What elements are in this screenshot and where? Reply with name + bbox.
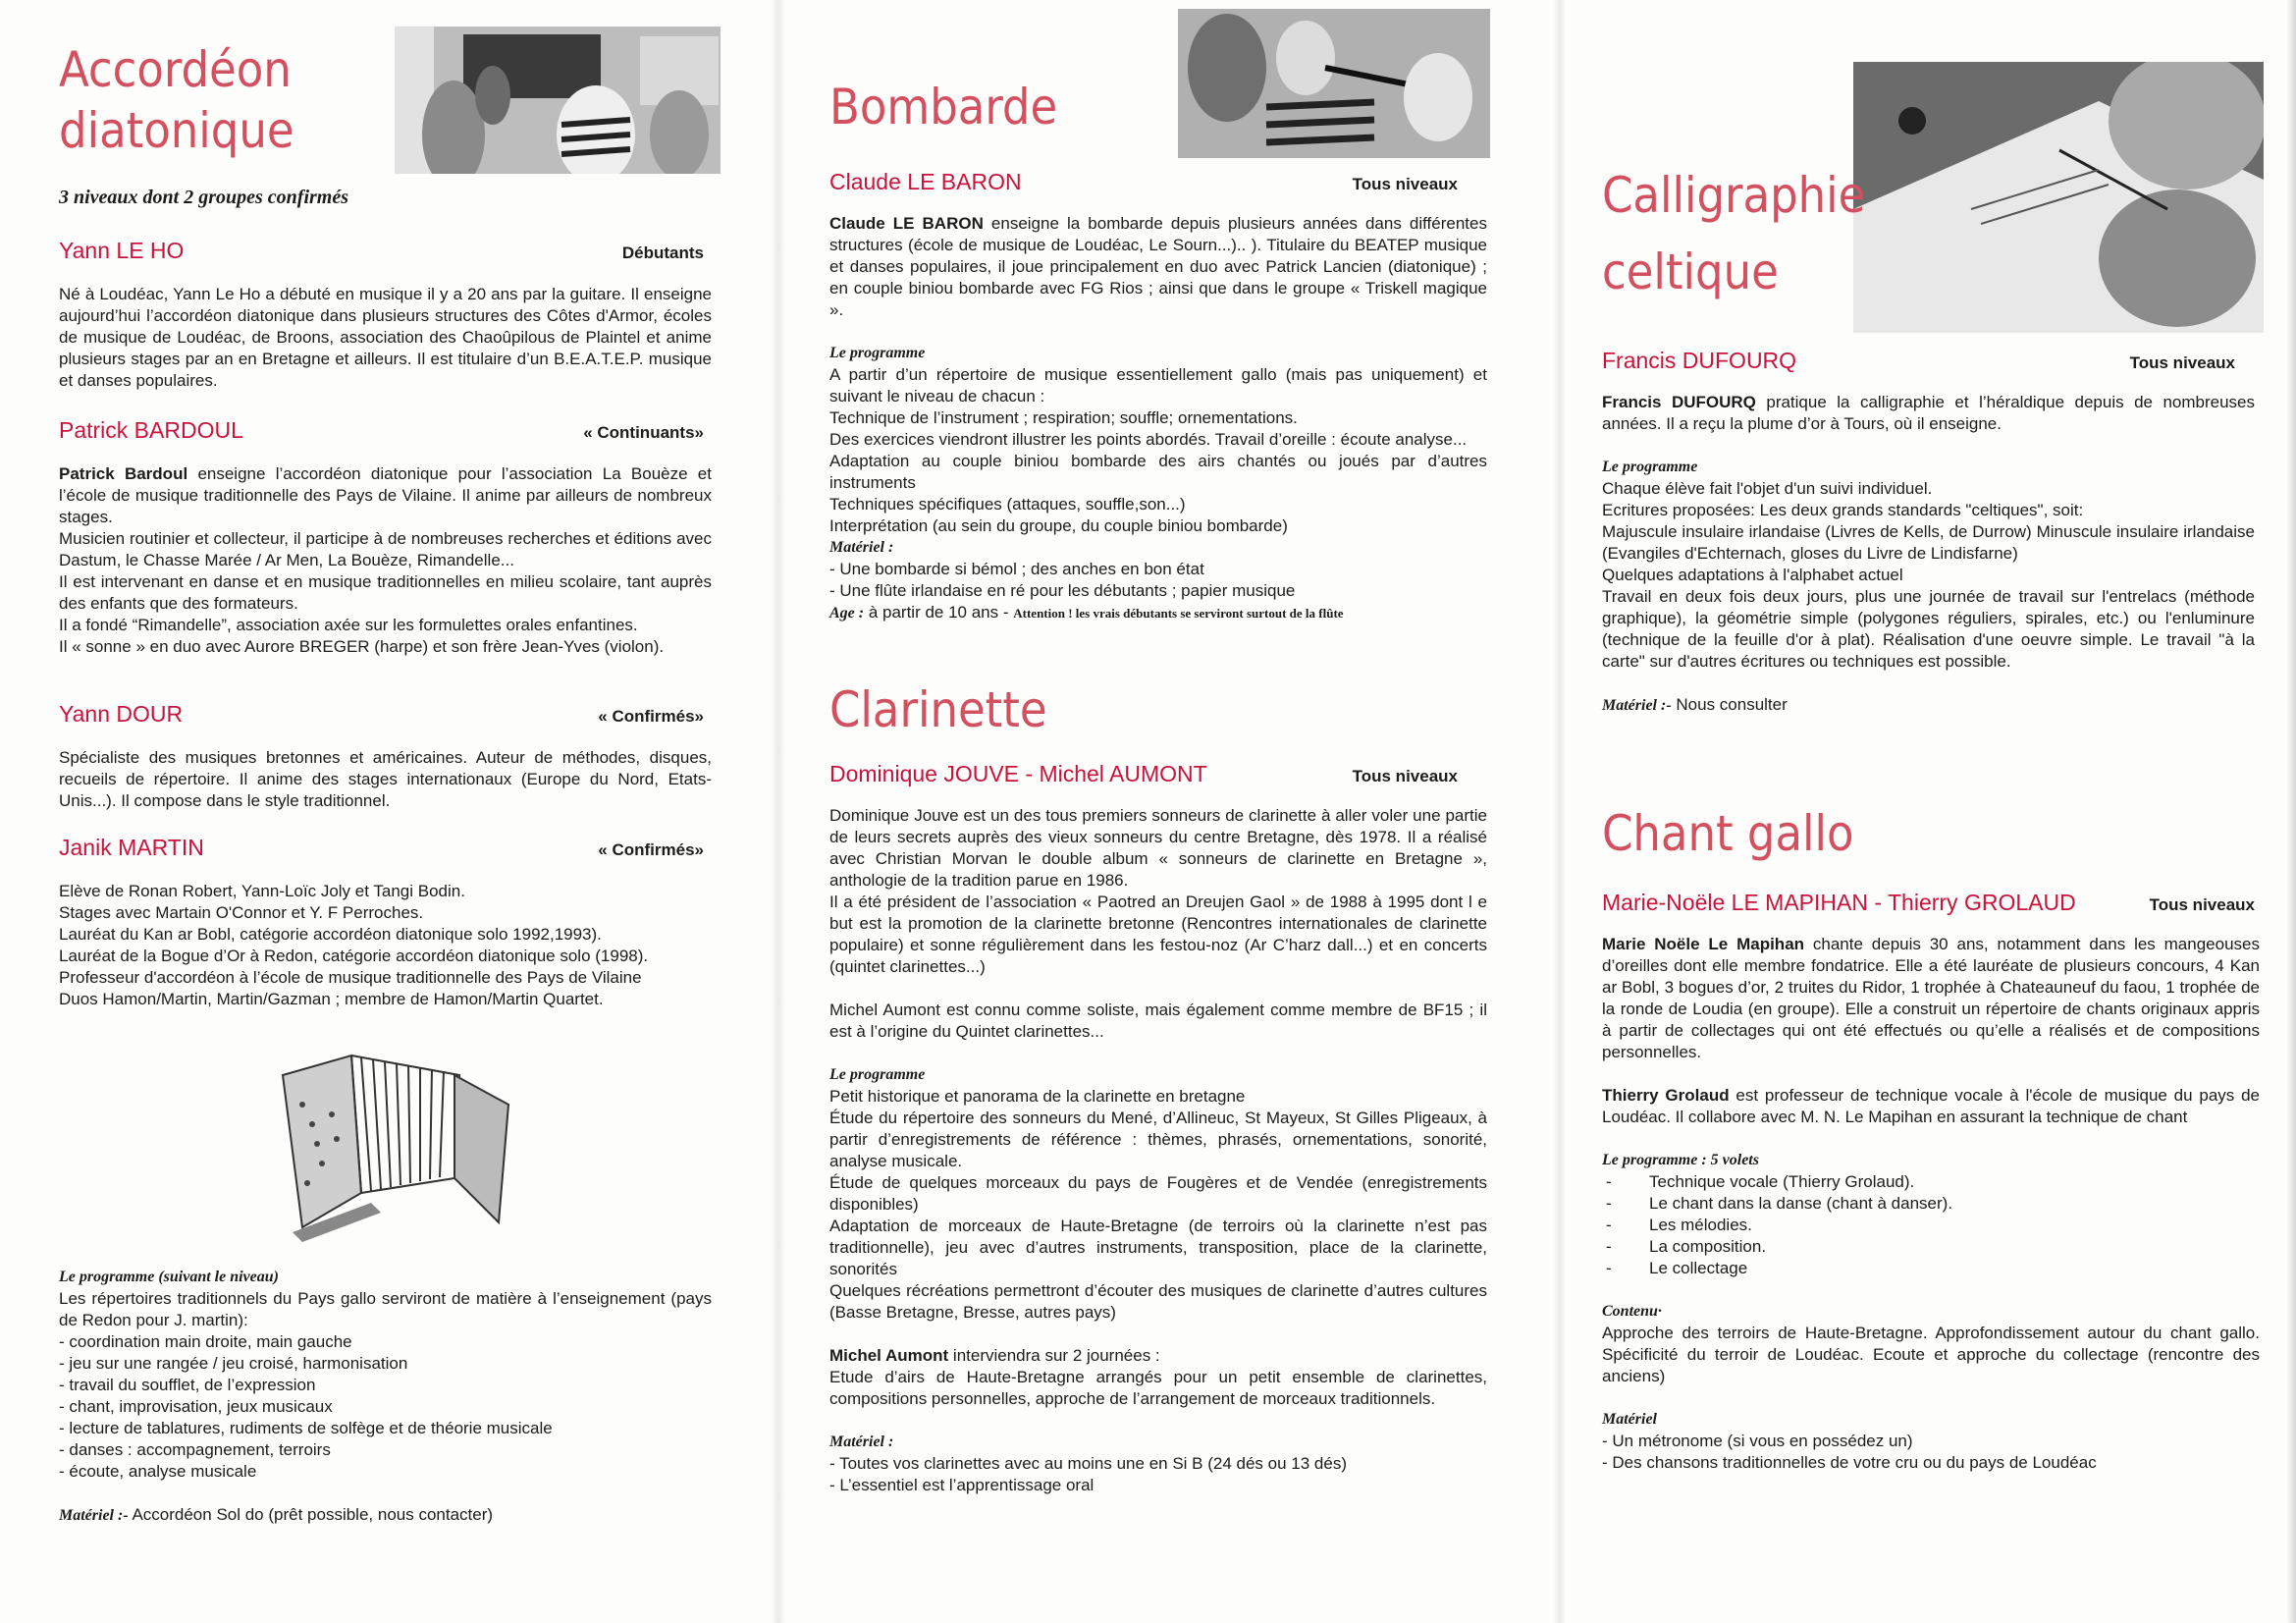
teacher-patrick-bardoul bbox=[59, 417, 712, 658]
teacher-jouve-aumont: Dominique JOUVE - Michel AUMONT Tous niveaux Dominique Jouve est un des tous premiers sonneurs de clarinette à aller voler une partie de leurs secrets auprès des vieux sonneurs du centre Bretagne, dès 1978. Il a réalisé avec Christian Morvan le double album « sonneurs de clarinette en Bretagne », anthologie de la tradition parue en 1986. Il a été président de l’association « Paotred an Dreujen Gaol » de 1988 à 1995 dont l e but est la promotion de la clarinette bretonne (Rencontres internationales de clarinette populaire) et sonne régulièrement dans les festou-noz (Ar C’harz dall...) et en concerts (quintet clarinettes...) Michel Aumont est connu comme soliste, mais également comme membre de BF15 ; il est à l’origine du Quintet clarinettes... Le programme Petit historique et panorama de la clarinette en bretagne Étude du répertoire des sonneurs du Mené, d’Allineuc, St Mayeux, St Gilles Pligeaux, à partir d’enregistrements de référence : thèmes, phrasés, ornementations, sonorité, analyse musicale. Étude de quelques morceaux du pays de Fougères et de Vendée (enregistrements disponibles) Adaptation de morceaux de Haute-Bretagne (de terroirs où la clarinette n’est pas traditionnelle), jeu avec d’autres instruments, transposition, place de la clarinette, sonorités Quelques récréations permettront d’écouter des musiques de clarinette d’autres cultures (Basse Bretagne, Bresse, autres pays) Michel Aumont interviendra sur 2 journées : Etude d’airs de Haute-Bretagne arrangés pour un petit ensemble de clarinettes, compositions personnelles, approche de l’arrangement de morceaux traditionnels. Matériel : - Toutes vos clarinettes avec au moins une en Si B (24 dés ou 13 dés) - L’essentiel est l’apprentissage oral bbox=[829, 761, 1487, 1494]
teacher-bio: Dominique Jouve est un des tous premiers sonneurs de clarinette à aller voler une partie de leurs secrets auprès des vieux sonneurs du centre Bretagne, dès 1978. Il a réalisé avec Christian Morvan le double album « sonneurs de clarinette en Bretagne », anthologie de la tradition parue en 1986. bbox=[829, 806, 1487, 890]
materiel: Matériel :- Accordéon Sol do (prêt possible, nous contacter) bbox=[59, 1505, 494, 1524]
teacher-bio: Lauréat du Kan ar Bobl, catégorie accordéon diatonique solo 1992,1993). bbox=[59, 925, 602, 944]
list-item: - danses : accompagnement, terroirs bbox=[59, 1440, 331, 1459]
materiel: Matériel :- Nous consulter bbox=[1602, 695, 1788, 714]
list-item: - coordination main droite, main gauche bbox=[59, 1332, 352, 1351]
teacher-bio: Marie Noële Le Mapihan chante depuis 30 ans, notamment dans les mangeouses d’oreilles dont elle membre fondatrice. Elle a été lauréate de plusieurs concours, 4 Kan ar Bobl, 3 bogues d’or, 2 truites du Ridor, 1 trophée à Chateauneuf du faou, 1 trophée de la ronde de Loudia (en groupe). Elle a construit un répertoire de chants originaux appris à partir de collectages qui ont été effectués ou qu’elle a réalisés et de compositions personnelles. bbox=[1602, 935, 2260, 1061]
classroom-photo bbox=[395, 27, 721, 174]
teacher-janik-martin bbox=[59, 835, 712, 1010]
teacher-bio: Spécialiste des musiques bretonnes et américaines. Auteur de méthodes, disques, recueils de répertoire. Il anime des stages internationaux (Europe du Nord, Etats-Unis...). Il compose dans le style traditionnel. bbox=[59, 748, 712, 810]
teacher-bio: Il a fondé “Rimandelle”, association axée sur les formulettes orales enfantines. bbox=[59, 616, 638, 634]
list-item: - Le chant dans la danse (chant à danser). bbox=[1602, 1193, 2255, 1215]
teacher-bio: Musicien routinier et collecteur, il participe à de nombreuses recherches et éditions avec Dastum, le Chasse Marée / Ar Men, La Bouèze, Rimandelle... bbox=[59, 529, 712, 569]
level-badge: « Confirmés» bbox=[598, 840, 704, 859]
accordion-illustration bbox=[263, 1046, 518, 1257]
teacher-bio: Il est intervenant en danse et en musique traditionnelles en milieu scolaire, tant auprès des enfants que des formateurs. bbox=[59, 572, 712, 613]
teacher-name: Marie-Noële LE MAPIHAN - Thierry GROLAUD bbox=[1602, 890, 2076, 915]
teacher-bio: Il « sonne » en duo avec Aurore BREGER (harpe) et son frère Jean-Yves (violon). bbox=[59, 637, 665, 656]
list-item: - La composition. bbox=[1602, 1236, 2255, 1258]
teacher-francis-dufourq: Francis DUFOURQ Tous niveaux Francis DUFOURQ pratique la calligraphie et l’héraldique depuis de nombreuses années. Il a reçu la plume d’or à Tours, où il enseigne. Le programme Chaque élève fait l'objet d'un suivi individuel. Ecritures proposées: Les deux grands standards "celtiques", soit: Majuscule insulaire irlandaise (Livres de Kells, de Durrow) Minuscule insulaire irlandaise (Evangiles d'Echternach, gloses du Livre de Lindisfarne) Quelques adaptations à l'alphabet actuel Travail en deux fois deux jours, plus une journée de travail sur l'entrelacs (méthode graphique), la géométrie simple (polygones réguliers, spirales, etc.) ou l'enluminure (technique de la feuille d'or à plat). Réalisation d'une oeuvre simple. Le travail "à la carte" sur d'autres écritures ou techniques est possible. Matériel :- Nous consulter bbox=[1602, 348, 2255, 717]
list-item: - jeu sur une rangée / jeu croisé, harmonisation bbox=[59, 1354, 408, 1373]
teacher-claude-le-baron: Claude LE BARON Tous niveaux Claude LE BARON enseigne la bombarde depuis plusieurs années dans différentes structures (école de musique de Loudéac, Le Sourn...).. ). Titulaire du BEATEP musique et danses populaires, il joue principalement en duo avec Patrick Lancien (diatonique) ; en couple biniou bombarde avec FG Rios ; ainsi que dans le groupe « Triskell magique ». Le programme A partir d’un répertoire de musique essentiellement gallo (mais pas uniquement) et suivant le niveau de chacun : Technique de l’instrument ; respiration; souffle; ornementations. Des exercices viendront illustrer les points abordés. Travail d’oreille : écoute analyse... Adaptation au couple biniou bombarde des airs chantés ou joués par d’autres instruments Techniques spécifiques (attaques, souffle,son...) Interprétation (au sein du groupe, du couple biniou bombarde) Matériel : - Une bombarde si bémol ; des anches en bon état - Une flûte irlandaise en ré pour les débutants ; papier musique Age : à partir de 10 ans - Attention ! les vrais débutants se serviront surtout de la flûte bbox=[829, 169, 1487, 624]
teacher-name: Patrick BARDOUL bbox=[59, 417, 243, 443]
teacher-bio: Né à Loudéac, Yann Le Ho a débuté en musique il y a 20 ans par la guitare. Il enseigne aujourd’hui l’accordéon diatonique dans plusieurs structures des Côtes d'Armor, écoles de musique de Loudéac, de Broons, association des Chaoûpilous de Plaintel et anime plusieurs stages par an en Bretagne et ailleurs. Il est titulaire d’un B.E.A.T.E.P. musique et danses populaires. bbox=[59, 285, 712, 390]
age: Age : à partir de 10 ans - Attention ! les vrais débutants se serviront surtout de la flûte bbox=[829, 603, 1344, 622]
teacher-bio: Il a été président de l’association « Paotred an Dreujen Gaol » de 1988 à 1995 dont l e but est la promotion de la clarinette bretonne (Rencontres internationales de clarinette populaire) et sonne régulièrement dans les festou-noz (Ar C’harz dall...) et en concerts (quintet clarinettes...) bbox=[829, 893, 1487, 976]
list-item: - Les mélodies. bbox=[1602, 1215, 2255, 1236]
list-item: - Technique vocale (Thierry Grolaud). bbox=[1602, 1171, 2255, 1193]
programme-list bbox=[1602, 1171, 2255, 1279]
teacher-yann-dour bbox=[59, 701, 712, 812]
teacher-bio: Claude LE BARON enseigne la bombarde depuis plusieurs années dans différentes structures (école de musique de Loudéac, Le Sourn...).. ). Titulaire du BEATEP musique et danses populaires, il joue principalement en duo avec Patrick Lancien (diatonique) ; en couple biniou bombarde avec FG Rios ; ainsi que dans le groupe « Triskell magique ». bbox=[829, 214, 1487, 319]
level-badge: Tous niveaux bbox=[2149, 895, 2255, 914]
level-badge: Tous niveaux bbox=[1352, 175, 1458, 193]
bombarde-title: Bombarde bbox=[829, 79, 1058, 135]
level-badge: Débutants bbox=[621, 243, 704, 262]
page-fold bbox=[772, 0, 785, 1623]
teacher-name: Dominique JOUVE - Michel AUMONT bbox=[829, 761, 1207, 786]
accordeon-subtitle: 3 niveaux dont 2 groupes confirmés bbox=[59, 187, 349, 208]
teacher-bio: Duos Hamon/Martin, Martin/Gazman ; membre de Hamon/Martin Quartet. bbox=[59, 990, 604, 1008]
teacher-bio: Professeur d'accordéon à l’école de musique traditionnelle des Pays de Vilaine bbox=[59, 968, 642, 987]
teacher-bio: Elève de Ronan Robert, Yann-Loïc Joly et Tangi Bodin. bbox=[59, 882, 465, 900]
teacher-bio: Thierry Grolaud est professeur de technique vocale à l'école de musique du pays de Loudéac. Il collabore avec M. N. Le Mapihan en assurant la technique de chant bbox=[1602, 1086, 2260, 1126]
level-badge: Tous niveaux bbox=[1352, 767, 1458, 785]
page-edge bbox=[2286, 0, 2296, 1623]
teacher-name: Yann DOUR bbox=[59, 701, 184, 727]
teacher-name: Yann LE HO bbox=[59, 238, 185, 263]
level-badge: Tous niveaux bbox=[2129, 353, 2235, 372]
teacher-yann-le-ho bbox=[59, 238, 712, 392]
teacher-bio: Lauréat de la Bogue d’Or à Redon, catégorie accordéon diatonique solo (1998). bbox=[59, 947, 649, 965]
teacher-name: Claude LE BARON bbox=[829, 169, 1022, 194]
teacher-name: Francis DUFOURQ bbox=[1602, 348, 1797, 373]
level-badge: « Confirmés» bbox=[598, 707, 704, 726]
teacher-bio: Michel Aumont est connu comme soliste, mais également comme membre de BF15 ; il est à l’origine du Quintet clarinettes... bbox=[829, 1001, 1487, 1041]
chant-title: Chant gallo bbox=[1602, 805, 1854, 862]
list-item: - lecture de tablatures, rudiments de solfège et de théorie musicale bbox=[59, 1419, 553, 1437]
teacher-bio: Patrick Bardoul enseigne l’accordéon diatonique pour l’association La Bouèze et l’école de musique traditionnelle des Pays de Vilaine. Il anime par ailleurs de nombreux stages. bbox=[59, 464, 712, 526]
teacher-bio: Francis DUFOURQ pratique la calligraphie et l’héraldique depuis de nombreuses années. Il a reçu la plume d’or à Tours, où il enseigne. bbox=[1602, 393, 2255, 433]
list-item: - chant, improvisation, jeux musicaux bbox=[59, 1397, 333, 1416]
teacher-name: Janik MARTIN bbox=[59, 835, 204, 860]
clarinette-title: Clarinette bbox=[829, 681, 1047, 738]
teacher-mapihan-grolaud: Marie-Noële LE MAPIHAN - Thierry GROLAUD Tous niveaux Marie Noële Le Mapihan chante depuis 30 ans, notamment dans les mangeouses d’oreilles dont elle membre fondatrice. Elle a été lauréate de plusieurs concours, 4 Kan ar Bobl, 3 bogues d’or, 2 truites du Ridor, 1 trophée à Chateauneuf du faou, 1 trophée de la ronde de Loudia (en groupe). Elle a construit un répertoire de chants originaux appris à partir de collectages qui ont été effectués ou qu’elle a réalisés et de compositions personnelles. Thierry Grolaud est professeur de technique vocale à l'école de musique du pays de Loudéac. Il collabore avec M. N. Le Mapihan en assurant la technique de chant Le programme : 5 volets - Technique vocale (Thierry Grolaud). - Le chant dans la danse (chant à danser). - Les mélodies. - La composition. - Le collectage Contenu· Approche des terroirs de Haute-Bretagne. Approfondissement autour du chant gallo. Spécificité du terroir de Loudéac. Ecoute et approche du collectage (rencontre des anciens) Matériel - Un métronome (si vous en possédez un) - Des chansons traditionnelles de votre cru ou du pays de Loudéac bbox=[1602, 890, 2255, 1474]
accordeon-title: Accordéon diatonique bbox=[59, 41, 294, 159]
page-fold bbox=[1553, 0, 1567, 1623]
calligraphie-title: Calligraphie celtique bbox=[1602, 167, 1866, 300]
accordeon-programme: Le programme (suivant le niveau) Les répertoires traditionnels du Pays gallo serviront de matière à l’enseignement (pays de Redon pour J. martin): - coordination main droite, main gauche - jeu sur une rangée / jeu croisé, harmonisation - travail du soufflet, de l’expression - chant, improvisation, jeux musicaux - lecture de tablatures, rudiments de solfège et de théorie musicale - danses : accompagnement, terroirs - écoute, analyse musicale Matériel :- Accordéon Sol do (prêt possible, nous contacter) bbox=[59, 1267, 712, 1527]
teacher-bio: Stages avec Martain O'Connor et Y. F Perroches. bbox=[59, 903, 424, 922]
list-item: - travail du soufflet, de l’expression bbox=[59, 1376, 316, 1394]
list-item: - écoute, analyse musicale bbox=[59, 1462, 257, 1481]
programme-list bbox=[59, 1331, 712, 1483]
level-badge: « Continuants» bbox=[583, 423, 704, 442]
list-item: - Le collectage bbox=[1602, 1258, 2255, 1279]
